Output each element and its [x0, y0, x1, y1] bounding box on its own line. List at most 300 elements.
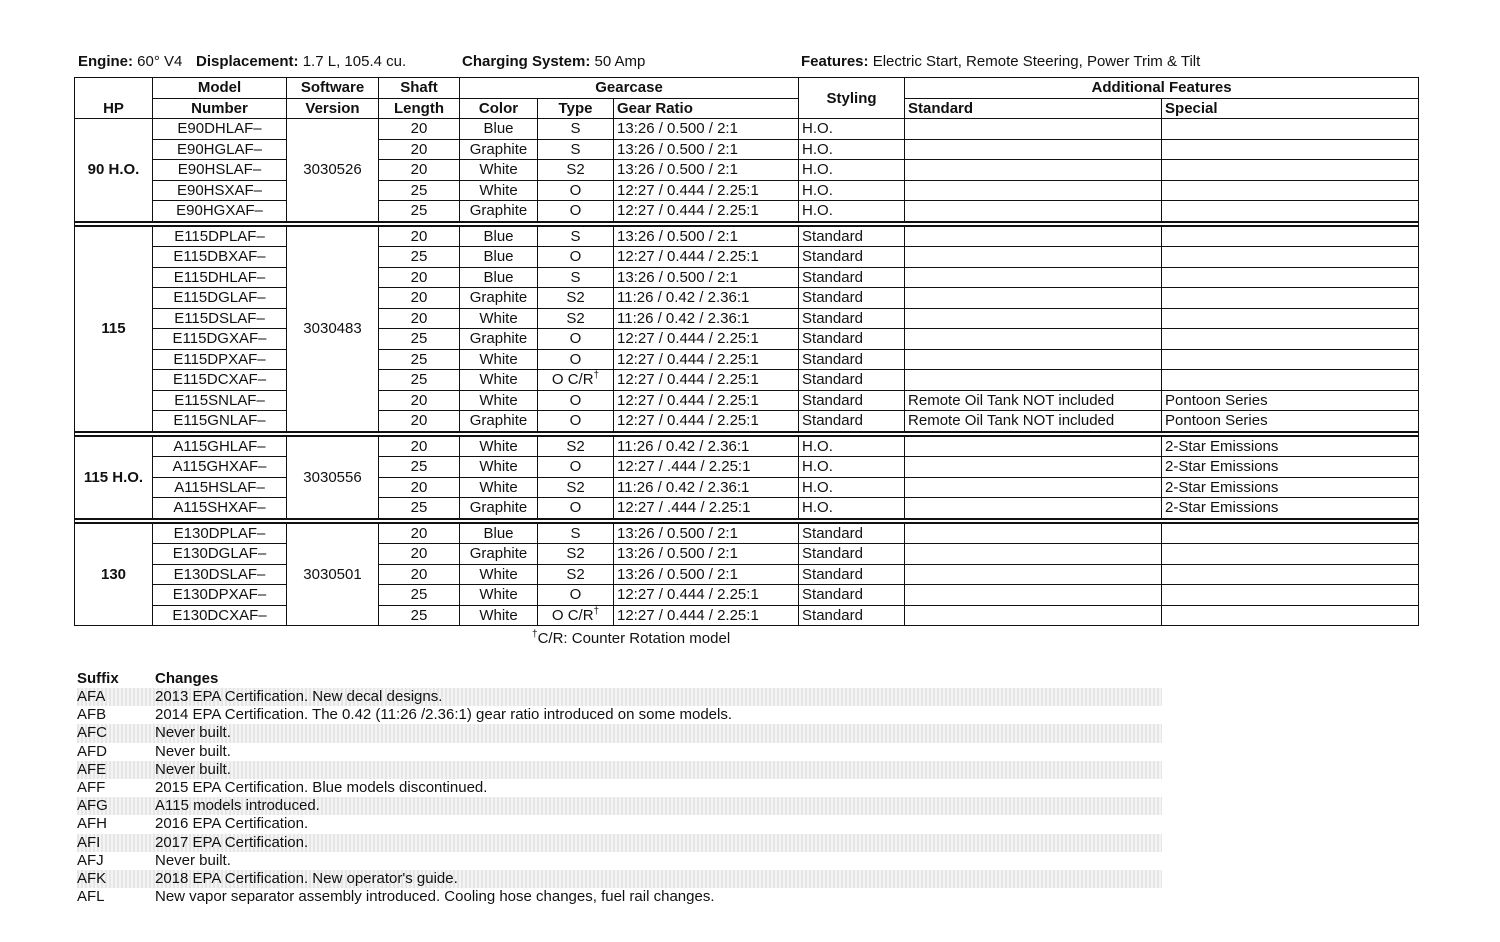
- gearcase-type-cell: [538, 119, 614, 140]
- header-hp: HP: [75, 78, 153, 119]
- color-cell-text: Graphite: [469, 545, 528, 563]
- styling-cell: [799, 119, 905, 140]
- shaft-length-cell-text: 20: [410, 391, 428, 409]
- color-cell-text: White: [479, 437, 518, 455]
- shaft-length-cell-text: 20: [410, 161, 428, 179]
- styling-cell: [799, 544, 905, 565]
- gearcase-type-cell-text: O: [569, 391, 582, 409]
- model-number-cell: [153, 201, 287, 222]
- displacement-label: Displacement:: [196, 53, 299, 70]
- shaft-length-cell: [379, 544, 460, 565]
- gear-ratio-cell-text: 12:27 / .444 / 2.25:1: [617, 458, 751, 476]
- list-item: [77, 834, 1162, 852]
- software-version-cell: [287, 119, 379, 222]
- gearcase-type-cell-text: S: [570, 120, 581, 138]
- hp-cell-text: 130: [100, 565, 127, 583]
- gearcase-type-cell-text: S2: [566, 309, 585, 327]
- shaft-length-cell: [379, 308, 460, 329]
- hp-cell-text: 115 H.O.: [83, 468, 144, 486]
- table-row: [75, 160, 1419, 181]
- special-feature-cell-text: 2-Star Emissions: [1165, 458, 1279, 476]
- shaft-length-cell-text: 25: [410, 499, 428, 517]
- gearcase-type-cell: [538, 523, 614, 544]
- shaft-length-cell-text: 25: [410, 248, 428, 266]
- styling-cell-text: Standard: [802, 412, 863, 430]
- gearcase-type-cell: [538, 564, 614, 585]
- color-cell: [460, 349, 538, 370]
- styling-cell-text: H.O.: [802, 458, 833, 476]
- color-cell: [460, 288, 538, 309]
- shaft-length-cell-text: 25: [410, 181, 428, 199]
- gear-ratio-cell: [614, 436, 799, 457]
- gear-ratio-cell: [614, 498, 799, 519]
- special-feature-cell: [1162, 457, 1419, 478]
- shaft-length-cell-text: 20: [410, 565, 428, 583]
- color-cell-text: White: [479, 161, 518, 179]
- gear-ratio-cell: [614, 544, 799, 565]
- special-feature-cell-text: Pontoon Series: [1165, 412, 1268, 430]
- table-row: [75, 370, 1419, 391]
- styling-cell-text: Standard: [802, 524, 863, 542]
- styling-cell: [799, 288, 905, 309]
- change-description: 2014 EPA Certification. The 0.42 (11:26 /2.36:1) gear ratio introduced on some models.: [155, 706, 733, 724]
- special-feature-cell: [1162, 119, 1419, 140]
- styling-cell: [799, 605, 905, 626]
- gear-ratio-cell-text: 12:27 / 0.444 / 2.25:1: [617, 586, 759, 604]
- gearcase-type-cell-text: S2: [566, 289, 585, 307]
- hp-cell: [75, 226, 153, 432]
- displacement-value: 1.7 L, 105.4 cu.: [302, 53, 407, 70]
- gearcase-type-cell-text: S: [570, 140, 581, 158]
- model-number-cell: [153, 477, 287, 498]
- shaft-length-cell-text: 20: [410, 268, 428, 286]
- gearcase-type-cell-text: S2: [566, 478, 585, 496]
- gear-ratio-cell: [614, 411, 799, 432]
- model-number-cell: [153, 288, 287, 309]
- software-version-cell-text: 3030526: [303, 161, 362, 179]
- features-spec: [801, 53, 1200, 70]
- model-number-cell-text: E115GNLAF–: [173, 412, 266, 430]
- shaft-length-cell: [379, 605, 460, 626]
- gearcase-type-cell: [538, 457, 614, 478]
- gearcase-type-cell-text: S: [570, 268, 581, 286]
- shaft-length-cell-text: 20: [410, 412, 428, 430]
- features-label: Features:: [801, 53, 869, 70]
- model-number-cell-text: E130DSLAF–: [173, 565, 266, 583]
- color-cell: [460, 247, 538, 268]
- gearcase-type-cell: [538, 436, 614, 457]
- color-cell-text: White: [479, 606, 518, 624]
- hp-cell: [75, 119, 153, 222]
- styling-cell: [799, 160, 905, 181]
- shaft-length-cell: [379, 564, 460, 585]
- model-number-cell: [153, 226, 287, 247]
- shaft-length-cell-text: 20: [410, 478, 428, 496]
- gearcase-type-cell: [538, 267, 614, 288]
- shaft-length-cell: [379, 201, 460, 222]
- special-feature-cell: [1162, 564, 1419, 585]
- gearcase-type-cell: [538, 544, 614, 565]
- styling-cell: [799, 523, 905, 544]
- gearcase-type-cell: [538, 201, 614, 222]
- list-item: [77, 724, 1162, 742]
- list-item: [77, 743, 1162, 761]
- table-row: [75, 349, 1419, 370]
- model-number-cell: [153, 370, 287, 391]
- table-row: [75, 411, 1419, 432]
- gear-ratio-cell: [614, 267, 799, 288]
- table-row: [75, 457, 1419, 478]
- model-number-cell-text: A115GHXAF–: [172, 458, 267, 476]
- gearcase-type-cell-text: O: [569, 499, 582, 517]
- special-feature-cell: [1162, 498, 1419, 519]
- list-item: [77, 761, 1162, 779]
- change-description: 2016 EPA Certification.: [155, 815, 309, 833]
- table-row: [75, 564, 1419, 585]
- gearcase-type-cell: [538, 498, 614, 519]
- gear-ratio-cell: [614, 349, 799, 370]
- special-feature-cell: [1162, 139, 1419, 160]
- color-cell-text: Blue: [483, 120, 514, 138]
- model-number-cell: [153, 267, 287, 288]
- color-cell-text: White: [479, 586, 518, 604]
- color-cell-text: Blue: [483, 248, 514, 266]
- gearcase-type-cell-text: O: [569, 586, 582, 604]
- gear-ratio-cell-text: 13:26 / 0.500 / 2:1: [617, 524, 738, 542]
- model-group: [75, 436, 1419, 519]
- header-styling: Styling: [799, 78, 905, 119]
- standard-feature-cell-text: Remote Oil Tank NOT included: [908, 391, 1115, 409]
- table-row: [75, 288, 1419, 309]
- shaft-length-cell-text: 20: [410, 140, 428, 158]
- standard-feature-cell: [905, 308, 1162, 329]
- color-cell: [460, 585, 538, 606]
- gear-ratio-cell-text: 12:27 / 0.444 / 2.25:1: [617, 248, 759, 266]
- shaft-length-cell: [379, 329, 460, 350]
- gearcase-type-cell-text: S2: [566, 437, 585, 455]
- gearcase-type-cell-text: O C/R: [551, 606, 594, 624]
- change-description: Never built.: [155, 760, 231, 778]
- special-feature-cell-text: 2-Star Emissions: [1165, 499, 1279, 517]
- model-number-cell: [153, 160, 287, 181]
- gearcase-type-cell: [538, 411, 614, 432]
- model-number-cell: [153, 139, 287, 160]
- hp-cell: [75, 436, 153, 519]
- gearcase-type-cell: [538, 160, 614, 181]
- gear-ratio-cell-text: 12:27 / 0.444 / 2.25:1: [617, 391, 759, 409]
- shaft-length-cell-text: 25: [410, 350, 428, 368]
- color-cell-text: White: [479, 181, 518, 199]
- gearcase-type-cell: [538, 370, 614, 391]
- table-row: [75, 436, 1419, 457]
- change-description: 2017 EPA Certification.: [155, 833, 309, 851]
- gear-ratio-cell-text: 13:26 / 0.500 / 2:1: [617, 161, 738, 179]
- gearcase-type-cell: [538, 585, 614, 606]
- standard-feature-cell: [905, 329, 1162, 350]
- standard-feature-cell: [905, 180, 1162, 201]
- styling-cell-text: H.O.: [802, 499, 833, 517]
- shaft-length-cell: [379, 288, 460, 309]
- model-number-cell-text: E130DPXAF–: [172, 586, 267, 604]
- model-number-cell-text: E130DPLAF–: [173, 524, 266, 542]
- gearcase-type-cell: [538, 329, 614, 350]
- styling-cell-text: Standard: [802, 227, 863, 245]
- standard-feature-cell: [905, 267, 1162, 288]
- gear-ratio-cell: [614, 308, 799, 329]
- gearcase-type-cell: [538, 180, 614, 201]
- special-feature-cell: [1162, 370, 1419, 391]
- list-item: [77, 852, 1162, 870]
- gear-ratio-cell-text: 12:27 / 0.444 / 2.25:1: [617, 371, 759, 389]
- header-software-line2: Version: [287, 98, 379, 119]
- color-cell: [460, 390, 538, 411]
- special-feature-cell: [1162, 160, 1419, 181]
- gearcase-type-cell-text: S2: [566, 565, 585, 583]
- footnote-mark: †: [532, 629, 538, 640]
- header-color: Color: [460, 98, 538, 119]
- gear-ratio-cell: [614, 370, 799, 391]
- model-table: [74, 77, 1419, 626]
- list-item: [77, 706, 1162, 724]
- color-cell-text: Graphite: [469, 499, 528, 517]
- styling-cell-text: Standard: [802, 330, 863, 348]
- gearcase-type-cell: [538, 226, 614, 247]
- color-cell-text: White: [479, 478, 518, 496]
- list-item: [77, 888, 1162, 906]
- suffix-code: AFG: [77, 797, 108, 815]
- gearcase-type-cell-text: O: [569, 330, 582, 348]
- header-shaft-line2: Length: [379, 98, 460, 119]
- standard-feature-cell: [905, 288, 1162, 309]
- change-description: New vapor separator assembly introduced. Cooling hose changes, fuel rail changes.: [155, 888, 715, 906]
- shaft-length-cell-text: 25: [410, 202, 428, 220]
- changes-rows: [77, 688, 1162, 906]
- gearcase-type-cell: [538, 349, 614, 370]
- header-standard: Standard: [905, 98, 1162, 119]
- special-feature-cell: [1162, 436, 1419, 457]
- suffix-code: AFE: [77, 760, 107, 778]
- color-cell: [460, 119, 538, 140]
- gear-ratio-cell: [614, 605, 799, 626]
- model-number-cell: [153, 308, 287, 329]
- table-row: [75, 329, 1419, 350]
- special-feature-cell: [1162, 329, 1419, 350]
- color-cell-text: White: [479, 391, 518, 409]
- styling-cell-text: H.O.: [802, 202, 833, 220]
- gear-ratio-cell: [614, 226, 799, 247]
- suffix-code: AFJ: [77, 851, 104, 869]
- color-cell: [460, 139, 538, 160]
- gearcase-type-cell-text: S: [570, 227, 581, 245]
- special-feature-cell: [1162, 390, 1419, 411]
- header-special: Special: [1162, 98, 1419, 119]
- shaft-length-cell: [379, 119, 460, 140]
- gear-ratio-cell-text: 12:27 / .444 / 2.25:1: [617, 499, 751, 517]
- footnote-text: C/R: Counter Rotation model: [537, 630, 731, 647]
- styling-cell: [799, 390, 905, 411]
- color-cell: [460, 226, 538, 247]
- table-row: [75, 226, 1419, 247]
- model-number-cell-text: E115DPXAF–: [173, 350, 266, 368]
- table-row: [75, 139, 1419, 160]
- color-cell: [460, 329, 538, 350]
- table-header: [75, 78, 1419, 119]
- shaft-length-cell: [379, 267, 460, 288]
- hp-cell-text: 90 H.O.: [87, 161, 140, 179]
- change-description: A115 models introduced.: [155, 797, 320, 815]
- gearcase-type-cell-text: O: [569, 248, 582, 266]
- model-number-cell-text: E115DPLAF–: [174, 227, 265, 245]
- shaft-length-cell-text: 25: [410, 606, 428, 624]
- gearcase-type-cell: [538, 477, 614, 498]
- color-cell-text: Blue: [483, 227, 514, 245]
- suffix-code: AFB: [77, 706, 107, 724]
- gear-ratio-cell: [614, 329, 799, 350]
- styling-cell-text: Standard: [802, 606, 863, 624]
- styling-cell: [799, 498, 905, 519]
- color-cell: [460, 477, 538, 498]
- standard-feature-cell: [905, 523, 1162, 544]
- model-number-cell-text: E115DGLAF–: [173, 289, 266, 307]
- standard-feature-cell: [905, 564, 1162, 585]
- model-number-cell-text: E115DHLAF–: [173, 268, 266, 286]
- gear-ratio-cell: [614, 180, 799, 201]
- model-number-cell-text: E130DGLAF–: [172, 545, 267, 563]
- charging-label: Charging System:: [462, 53, 591, 70]
- gearcase-type-cell-text: O: [569, 202, 582, 220]
- color-cell-text: White: [479, 309, 518, 327]
- styling-cell-text: Standard: [802, 289, 863, 307]
- header-gearcase: Gearcase: [460, 78, 799, 99]
- standard-feature-cell: [905, 247, 1162, 268]
- shaft-length-cell-text: 20: [410, 545, 428, 563]
- list-item: [77, 797, 1162, 815]
- styling-cell: [799, 267, 905, 288]
- model-number-cell-text: E90DHLAF–: [177, 120, 262, 138]
- color-cell: [460, 411, 538, 432]
- standard-feature-cell: [905, 436, 1162, 457]
- model-number-cell-text: E115DSLAF–: [174, 309, 265, 327]
- table-row: [75, 119, 1419, 140]
- color-cell-text: Graphite: [469, 412, 528, 430]
- standard-feature-cell: [905, 498, 1162, 519]
- color-cell: [460, 544, 538, 565]
- hp-cell-text: 115: [101, 320, 126, 337]
- header-model-line1: Model: [153, 78, 287, 99]
- shaft-length-cell-text: 20: [410, 309, 428, 327]
- styling-cell-text: Standard: [802, 309, 863, 327]
- engine-spec: [78, 53, 182, 70]
- standard-feature-cell: [905, 119, 1162, 140]
- gear-ratio-cell-text: 12:27 / 0.444 / 2.25:1: [617, 330, 759, 348]
- special-feature-cell: [1162, 605, 1419, 626]
- shaft-length-cell: [379, 436, 460, 457]
- gear-ratio-cell: [614, 477, 799, 498]
- shaft-length-cell: [379, 411, 460, 432]
- styling-cell-text: Standard: [802, 565, 863, 583]
- styling-cell-text: H.O.: [802, 161, 833, 179]
- model-number-cell: [153, 119, 287, 140]
- gearcase-type-cell-text: O: [569, 412, 582, 430]
- styling-cell: [799, 436, 905, 457]
- shaft-length-cell: [379, 226, 460, 247]
- gear-ratio-cell-text: 13:26 / 0.500 / 2:1: [617, 227, 738, 245]
- gear-ratio-cell: [614, 201, 799, 222]
- model-number-cell: [153, 390, 287, 411]
- shaft-length-cell: [379, 390, 460, 411]
- model-number-cell: [153, 523, 287, 544]
- styling-cell-text: H.O.: [802, 120, 833, 138]
- standard-feature-cell: [905, 585, 1162, 606]
- model-number-cell: [153, 436, 287, 457]
- special-feature-cell: [1162, 226, 1419, 247]
- model-number-cell: [153, 180, 287, 201]
- table-row: [75, 247, 1419, 268]
- gear-ratio-cell: [614, 119, 799, 140]
- suffix-code: AFF: [77, 778, 106, 796]
- model-number-cell: [153, 564, 287, 585]
- styling-cell: [799, 247, 905, 268]
- engine-specs-line: [78, 53, 1418, 73]
- gearcase-type-cell: [538, 308, 614, 329]
- color-cell: [460, 180, 538, 201]
- model-number-cell-text: A115GHLAF–: [173, 437, 266, 455]
- color-cell: [460, 201, 538, 222]
- styling-cell: [799, 411, 905, 432]
- changes-header-label: Changes: [155, 670, 219, 687]
- styling-cell: [799, 477, 905, 498]
- special-feature-cell: [1162, 585, 1419, 606]
- table-row: [75, 267, 1419, 288]
- model-number-cell: [153, 349, 287, 370]
- gearcase-type-cell-text: O: [569, 350, 582, 368]
- standard-feature-cell: [905, 201, 1162, 222]
- styling-cell: [799, 329, 905, 350]
- table-row: [75, 180, 1419, 201]
- styling-cell-text: Standard: [802, 371, 863, 389]
- special-feature-cell: [1162, 523, 1419, 544]
- gearcase-type-cell: [538, 390, 614, 411]
- color-cell-text: Blue: [483, 524, 514, 542]
- header-model-line2: Number: [153, 98, 287, 119]
- header-software-line1: Software: [287, 78, 379, 99]
- standard-feature-cell: [905, 139, 1162, 160]
- gearcase-type-cell: [538, 247, 614, 268]
- color-cell-text: Graphite: [469, 140, 528, 158]
- header-shaft-line1: Shaft: [379, 78, 460, 99]
- table-row: [75, 498, 1419, 519]
- styling-cell-text: Standard: [802, 545, 863, 563]
- table-row: [75, 605, 1419, 626]
- displacement-spec: [196, 53, 406, 70]
- shaft-length-cell-text: 25: [410, 330, 428, 348]
- special-feature-cell: [1162, 544, 1419, 565]
- color-cell: [460, 523, 538, 544]
- list-item: [77, 688, 1162, 706]
- table-row: [75, 477, 1419, 498]
- styling-cell: [799, 226, 905, 247]
- styling-cell-text: H.O.: [802, 140, 833, 158]
- model-number-cell: [153, 329, 287, 350]
- model-number-cell: [153, 411, 287, 432]
- styling-cell: [799, 180, 905, 201]
- features-value: Electric Start, Remote Steering, Power Trim & Tilt: [872, 53, 1201, 70]
- standard-feature-cell: [905, 457, 1162, 478]
- gearcase-type-cell-text: S2: [566, 545, 585, 563]
- model-number-cell: [153, 457, 287, 478]
- suffix-code: AFA: [77, 688, 106, 705]
- gear-ratio-cell: [614, 139, 799, 160]
